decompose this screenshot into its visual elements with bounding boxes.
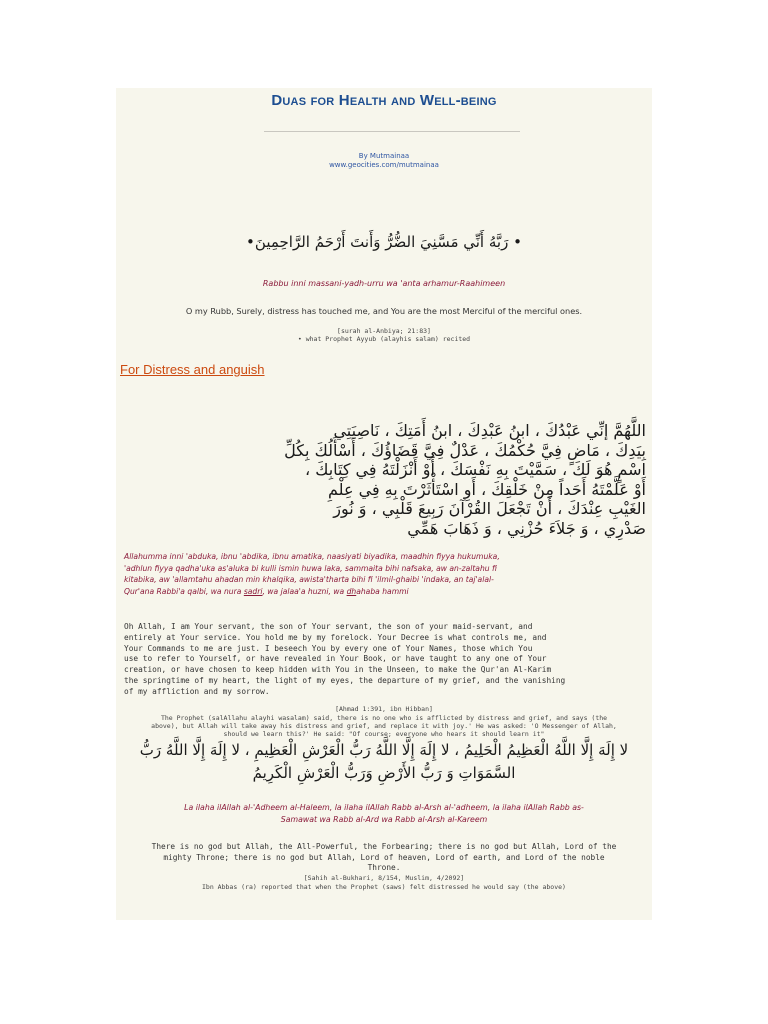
byline (116, 152, 652, 170)
dua2-arabic-line: اسْمٍ هُوَ لَكَ ، سَمَّيْتَ بِهِ نَفْسَكَ ، أَوْ أَنْزَلْتَهُ فِي كِتَابِكَ ، (304, 460, 646, 479)
dua3-translation-line: There is no god but Allah, the All-Powerful, the Forbearing; there is no god but Allah, Lord of the (151, 842, 617, 851)
dua2-source: [Ahmad 1:391, ibn Hibban] (335, 705, 433, 713)
dua2-transliteration (124, 551, 644, 597)
dua2-note-line: above), but Allah will take away his distress and grief, and replace it with joy.' He was asked: 'O Messenger of Allah, (151, 722, 617, 730)
dua1-translation: O my Rubb, Surely, distress has touched me, and You are the most Merciful of the merciful ones. (185, 306, 583, 316)
dua3-note: Ibn Abbas (ra) reported that when the Prophet (saws) felt distressed he would say (the above) (202, 883, 566, 891)
translit-text: , wa jalaa'a huzni, wa (262, 586, 347, 596)
dua2-note-line: The Prophet (salAllahu alayhi wasalam) said, there is no one who is afflicted by distress and grief, and says (the (160, 714, 608, 722)
translit-underlined: sadri (243, 586, 263, 596)
dua2-translit-line: kitabika, aw 'allamtahu ahadan min khalqika, awista'tharta bihi fi 'ilmil-ghaibi 'indaka, an taj'alal- (124, 575, 494, 584)
dua2-translit-line: 'adhlun fiyya qadha'uka as'aluka bi kulli ismin huwa laka, sammaita bihi nafsaka, aw an-zaltahu fi (124, 563, 497, 573)
section-heading-distress[interactable]: For Distress and anguish (120, 362, 265, 377)
dua2-arabic-line: صَدْرِي ، وَ جَلاَءَ حُزْنِي ، وَ ذَهَابَ هَمِّي (407, 518, 646, 538)
dua2-translation-line: Oh Allah, I am Your servant, the son of Your servant, the son of your maid-servant, and (124, 622, 533, 631)
author-line: By Mutmainaa (358, 152, 410, 160)
dua2-translation-line: Your Commands to me are just. I beseech You by every one of Your Names, those which You (124, 643, 533, 653)
dua3-translation (124, 842, 644, 874)
dua3-translit-line: La ilaha ilAllah al-'Adheem al-Haleem, la ilaha ilAllah Rabb al-Arsh al-'adheem, la ilaha ilAllah Rabb as- (184, 803, 584, 812)
dua2-translation-line: creation, or have chosen to keep hidden with You in the Unseen, to make the Qur'an Al-Karim (124, 665, 552, 675)
translit-underlined: dh (346, 586, 357, 596)
dua2-arabic (122, 421, 646, 538)
dua1-note: • what Prophet Ayyub (alayhis salam) recited (297, 335, 471, 343)
dua3-transliteration (124, 802, 644, 826)
dua2-translit-line (124, 586, 644, 598)
dua3-translation-line: Throne. (367, 863, 401, 872)
translit-text: ahaba hammi (356, 586, 409, 596)
dua1-arabic: • رَبَّهُ أَنِّي مَسَّنِيَ الضُّرُّ وَأَنتَ أَرْحَمُ الرَّاحِمِينَ• (246, 233, 522, 251)
dua1-transliteration: Rabbu inni massani-yadh-urru wa 'anta arhamur-Raahimeen (262, 279, 506, 288)
dua2-arabic-line: اللَّهُمَّ إنِّي عَبْدُكَ ، ابنُ عَبْدِكَ ، ابنُ أَمَتِكَ ، نَاصِيَتِي (333, 421, 646, 440)
translit-text: Qur'ana Rabbi'a qalbi, wa nura (124, 586, 244, 596)
dua1-source: [surah al-Anbiya; 21:83] (337, 327, 431, 335)
dua2-note (120, 714, 648, 738)
title-divider (264, 131, 520, 132)
dua2-arabic-line: بِيَدِكَ ، مَاضٍ فِيَّ حُكْمُكَ ، عَدْلٌ فِيَّ قَضَاؤُكَ ، أَسْأَلُكَ بِكُلِّ (284, 440, 646, 460)
dua2-translit-line: Allahumma inni 'abduka, ibnu 'abdika, ibnu amatika, naasiyati biyadika, maadhin fiyya hukumuka, (124, 552, 500, 561)
dua2-translation-line: the springtime of my heart, the light of my eyes, the departure of my grief, and the vanishing (124, 675, 566, 685)
document-title: Duas for Health and Well-being (271, 92, 497, 109)
document-page (116, 88, 652, 920)
dua2-note-line: should we learn this?' He said: "Of course; everyone who hears it should learn it" (223, 730, 545, 738)
dua2-arabic-line: الغَيْبِ عِنْدَكَ ، أَنْ تَجْعَلَ القُرْآنَ رَبِيعَ قَلْبِي ، وَ نُورَ (333, 499, 646, 518)
dua3-arabic (122, 739, 646, 785)
website-link[interactable]: www.geocities.com/mutmainaa (329, 161, 439, 169)
dua2-translation-line: of my affliction and my sorrow. (124, 686, 270, 696)
dua3-translation-line: mighty Throne; there is no god but Allah, Lord of heaven, Lord of earth, and Lord of the noble (163, 852, 605, 862)
dua3-arabic-line: السَّمَوَاتِ وَ رَبُّ الأَرْضِ وَرَبُّ الْعَرْشِ الْكَرِيمُ (252, 764, 516, 782)
dua2-arabic-line: أَوْ عَلَّمْتَهُ أَحَداً مِنْ خَلْقِكَ ، أَوِ اسْتَأْثَرْتَ بِهِ فِي عِلْمِ (328, 479, 646, 499)
dua3-source: [Sahih al-Bukhari, 8/154, Muslim, 4/2092] (303, 874, 465, 882)
dua2-translation-line: entirely at Your service. You hold me by my forelock. Your Decree is what controls me, and (124, 632, 547, 642)
dua2-translation (124, 622, 644, 698)
dua2-translation-line: use to refer to Yourself, or have revealed in Your Book, or have taught to any one of Your (124, 654, 547, 664)
dua3-translit-line: Samawat wa Rabb al-Ard wa Rabb al-Arsh al-Kareem (280, 815, 488, 824)
dua3-arabic-line: لا إِلَهَ إِلَّا اللَّهُ الْعَظِيمُ الْحَلِيمُ ، لا إِلَهَ إِلَّا اللَّهُ رَبُّ الْعَرْشِ الْعَظِيمِ ، لا إِلَهَ إِلَّا اللَّهُ رَبُّ (139, 741, 629, 759)
